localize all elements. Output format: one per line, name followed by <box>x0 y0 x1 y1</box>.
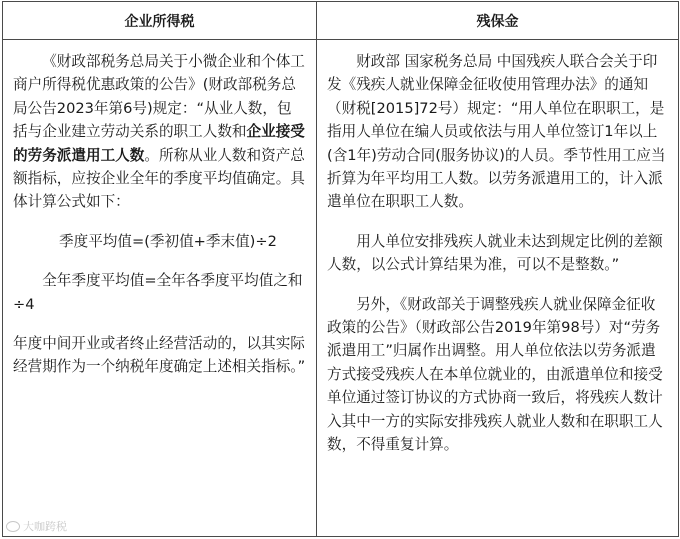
formula-annual-average: 全年季度平均值=全年各季度平均值之和÷4 <box>13 272 303 313</box>
fund-adjustment-paragraph: 另外，《财政部关于调整残疾人就业保障金征收政策的公告》（财政部公告2019年第98号）对“劳务派遣用工”归属作出调整。用人单位依法以劳务派遣方式接受残疾人在本单位就业的，由派遣单位和接受单位通过签订协议的方式协商一致后，将残疾人数计入其中一方的实际安排残疾人就业人数和在职职工人数，不得重复计算。 <box>327 295 663 454</box>
fund-regulation-paragraph: 财政部 国家税务总局 中国残疾人联合会关于印发《残疾人就业保障金征收使用管理办法》的通知（财税[2015]72号）规定：“用人单位在职职工，是指用人单位在编人员或依法与用人单位签订1年以上(含1年)劳动合同(服务协议)的人员。季节性用工应当折算为年平均用工人数。以劳务派遣用工的，计入派遣单位在职职工人数。 <box>327 53 666 211</box>
comparison-table <box>2 1 679 537</box>
weibo-icon <box>6 521 20 532</box>
cit-closing-paragraph: 年度中间开业或者终止经营活动的，以其实际经营期作为一个纳税年度确定上述相关指标。” <box>13 335 306 376</box>
cit-bold-phrase: 企业接受的劳务派遣用工人数 <box>13 123 305 164</box>
watermark <box>6 518 67 534</box>
formula-quarter-average: 季度平均值=(季初值+季末值)÷2 <box>59 232 277 250</box>
header-corporate-income-tax: 企业所得税 <box>3 2 317 40</box>
corporate-income-tax-cell <box>3 40 317 537</box>
cit-text-part2: 。所称从业人数和资产总额指标，应按企业全年的季度平均值确定。具体计算公式如下： <box>13 146 305 211</box>
fund-calculation-paragraph: 用人单位安排残疾人就业未达到规定比例的差额人数，以公式计算结果为准，可以不是整数。” <box>327 232 663 274</box>
watermark-text: 大咖跨税 <box>23 520 67 533</box>
content-row <box>3 40 679 537</box>
header-row <box>3 2 679 40</box>
cit-regulation-paragraph <box>13 50 306 214</box>
disability-fund-cell <box>317 40 679 537</box>
cit-text-part1: 《财政部税务总局关于小微企业和个体工商户所得税优惠政策的公告》(财政部税务总局公告2023年第6号)规定：“从业人数，包括与企业建立劳动关系的职工人数和 <box>13 53 305 141</box>
header-disability-fund: 残保金 <box>317 2 679 40</box>
